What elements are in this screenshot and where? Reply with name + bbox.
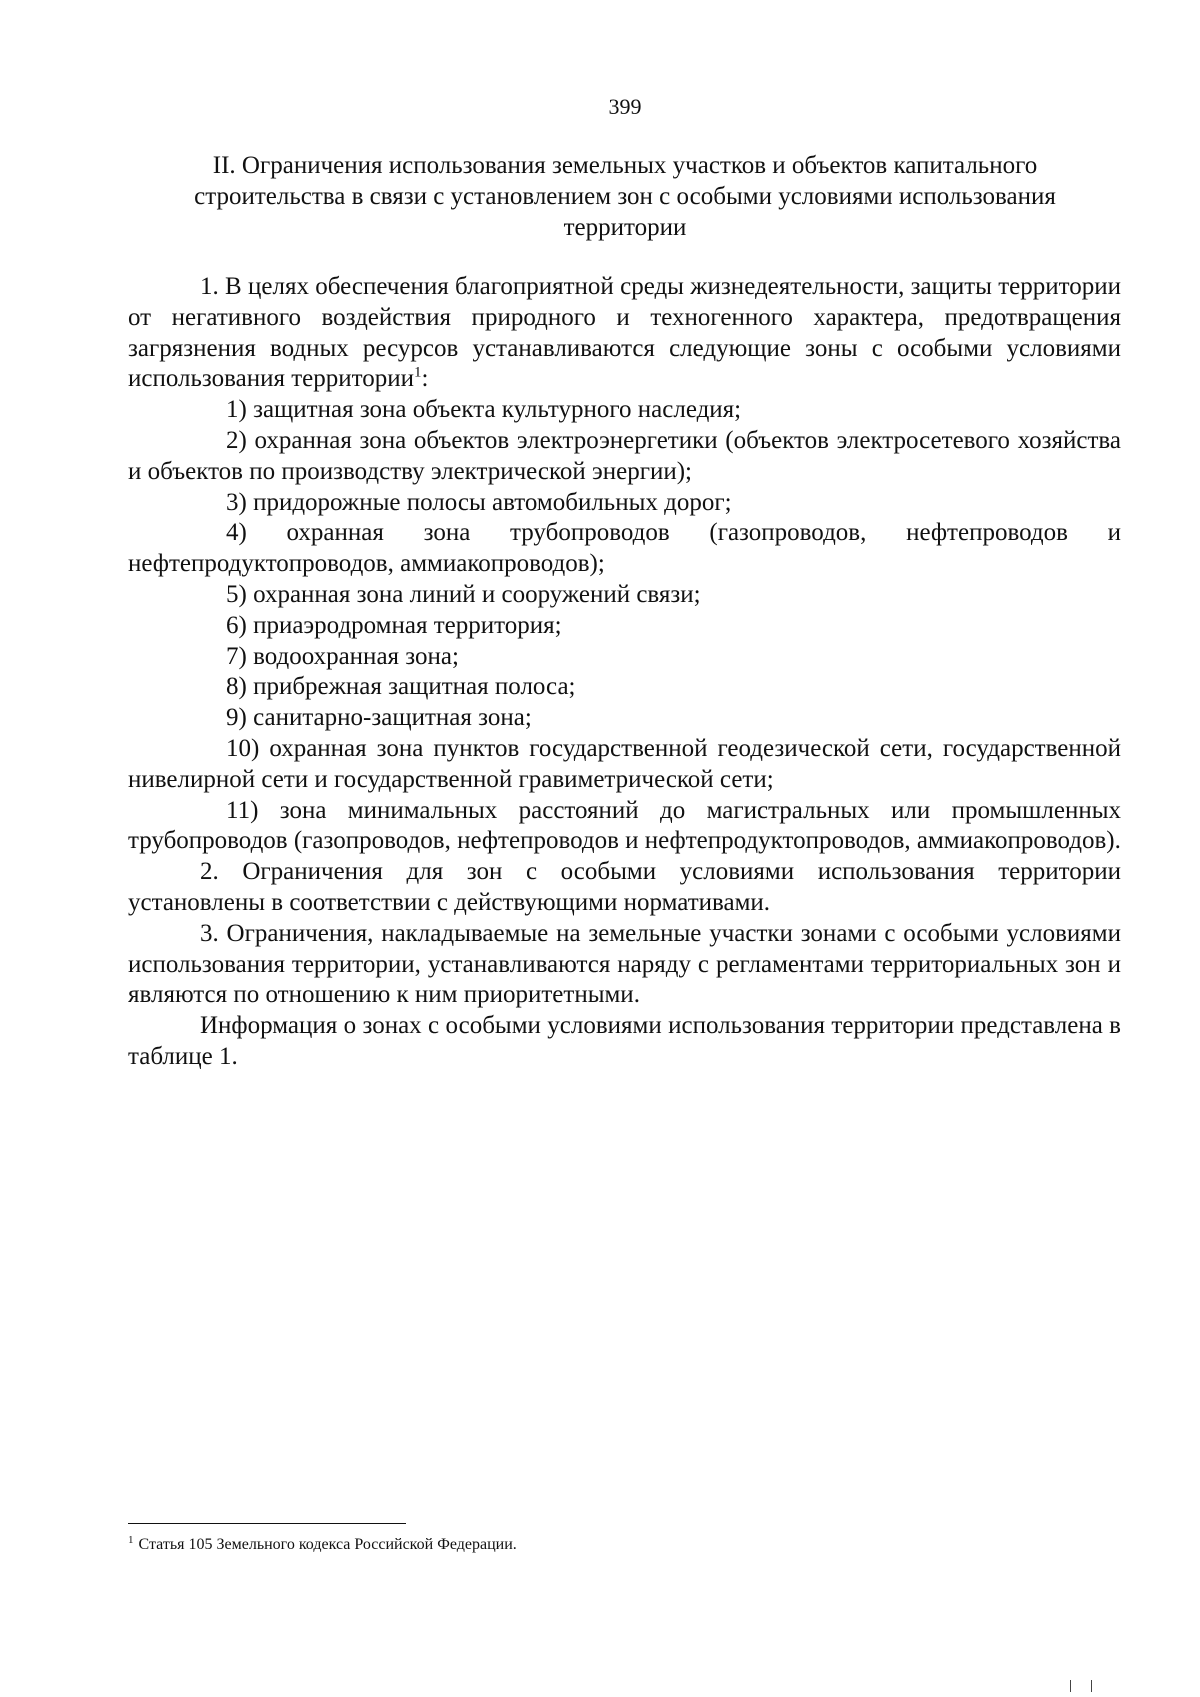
zone-list-item: 3) придорожные полосы автомобильных дорог; bbox=[226, 488, 732, 516]
page-number: 399 bbox=[608, 94, 642, 119]
zone-list-item: 9) санитарно-защитная зона; bbox=[226, 704, 532, 732]
intro-paragraph bbox=[128, 272, 1121, 395]
footnote-mark: 1 bbox=[128, 1533, 134, 1546]
zone-list-item: 11) зона минимальных расстояний до магистральных или промышленных трубопроводов (газопроводов, нефтепроводов и нефтепродуктопроводов, аммиакопроводов). bbox=[128, 796, 1121, 855]
zone-list-item: 7) водоохранная зона; bbox=[226, 642, 459, 670]
zone-list-item: 6) приаэродромная территория; bbox=[226, 611, 562, 639]
footnote-text: Статья 105 Земельного кодекса Российской Федерации. bbox=[138, 1536, 517, 1553]
footnote-divider bbox=[128, 1523, 406, 1524]
section-title: II. Ограничения использования земельных участков и объектов капитального строительства в связи с установлением зон с особыми условиями использования территории bbox=[194, 152, 1056, 241]
intro-text: 1. В целях обеспечения благоприятной среды жизнедеятельности, защиты территории от негативного воздействия природного и техногенного характера, предотвращения загрязнения водных ресурсов устанавливаются следующие зоны с особыми условиями использования территории bbox=[128, 273, 1121, 393]
body-paragraph: 2. Ограничения для зон с особыми условиями использования территории установлены в соответствии с действующими нормативами. bbox=[128, 858, 1121, 916]
footnote-reference: 1 bbox=[413, 365, 422, 382]
body-paragraph: 3. Ограничения, накладываемые на земельные участки зонами с особыми условиями использования территории, устанавливаются наряду с регламентами территориальных зон и являются по отношению к ним приоритетными. bbox=[128, 919, 1121, 1009]
zone-list-item: 8) прибрежная защитная полоса; bbox=[226, 673, 576, 701]
footnote bbox=[128, 1535, 1028, 1555]
zone-list-item: 2) охранная зона объектов электроэнергетики (объектов электросетевого хозяйства и объектов по производству электрической энергии); bbox=[128, 426, 1121, 485]
document-body bbox=[128, 272, 1121, 1073]
zone-list-item: 4) охранная зона трубопроводов (газопроводов, нефтепроводов и нефтепродуктопроводов, аммиакопроводов); bbox=[128, 519, 1121, 578]
body-paragraph: Информация о зонах с особыми условиями использования территории представлена в таблице 1. bbox=[128, 1012, 1121, 1070]
zone-list-item: 1) защитная зона объекта культурного наследия; bbox=[226, 396, 742, 424]
zone-list-item: 5) охранная зона линий и сооружений связи; bbox=[226, 580, 701, 608]
intro-tail: : bbox=[421, 365, 429, 393]
zone-list-item: 10) охранная зона пунктов государственной геодезической сети, государственной нивелирной сети и государственной гравиметрической сети; bbox=[128, 734, 1121, 793]
scan-mark bbox=[1070, 1680, 1092, 1692]
